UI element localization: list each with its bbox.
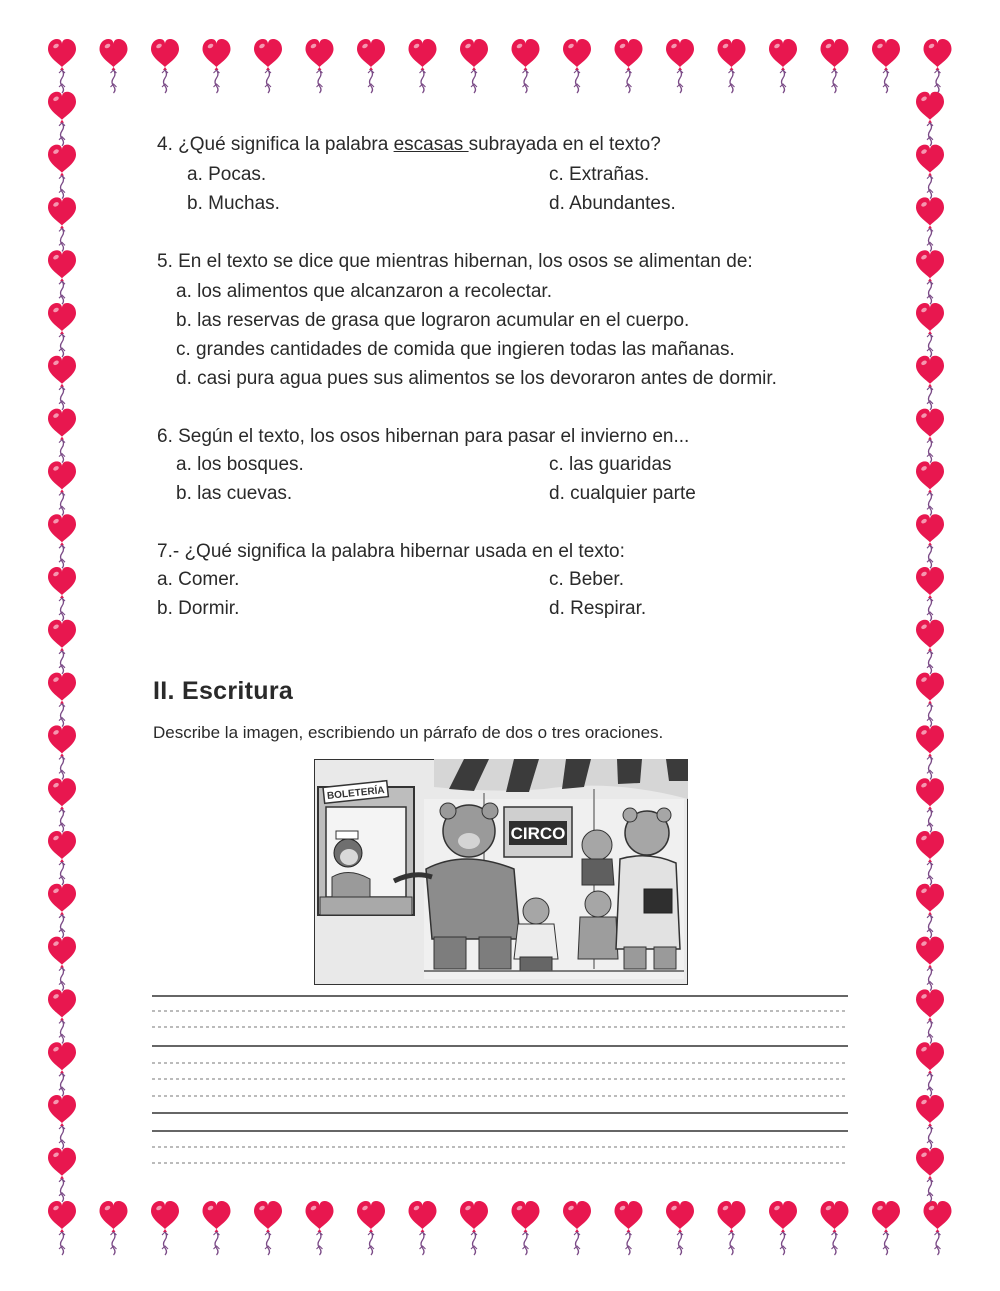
heart-balloon-icon [203,39,231,93]
heart-balloon-icon [769,1201,797,1255]
heart-balloon-icon [718,1201,746,1255]
underlined-word: escasas [393,134,469,155]
writing-lines[interactable] [152,995,848,1165]
question-6-option-d[interactable]: d. cualquier parte [549,483,696,504]
question-6-option-b[interactable]: b. las cuevas. [176,483,293,504]
heart-balloon-icon [48,197,76,251]
heart-balloon-icon [203,1201,231,1255]
question-4-prompt: 4. ¿Qué significa la palabra escasas subrayada en el texto? [157,134,661,155]
question-4-option-b[interactable]: b. Muchas. [187,193,280,214]
heart-balloon-icon [254,1201,282,1255]
heart-balloon-icon [306,39,334,93]
question-7-option-c[interactable]: c. Beber. [549,569,624,590]
heart-balloon-icon [409,39,437,93]
heart-balloon-icon [916,937,944,991]
heart-balloon-icon [512,1201,540,1255]
heart-balloon-icon [916,197,944,251]
heart-balloon-icon [151,1201,179,1255]
heart-balloon-icon [718,39,746,93]
heart-balloon-icon [151,39,179,93]
heart-balloon-icon [357,1201,385,1255]
heart-balloon-icon [48,1201,76,1255]
heart-balloon-icon [916,303,944,357]
heart-balloon-icon [916,831,944,885]
heart-balloon-icon [916,567,944,621]
heart-balloon-icon [821,1201,849,1255]
heart-balloon-icon [48,673,76,727]
heart-balloon-icon [48,514,76,568]
heart-balloon-icon [916,409,944,463]
question-6-option-c[interactable]: c. las guaridas [549,454,672,475]
heart-balloon-icon [563,1201,591,1255]
heart-balloon-icon [306,1201,334,1255]
heart-balloon-icon [48,1042,76,1096]
heart-balloon-icon [48,620,76,674]
heart-balloon-icon [357,39,385,93]
heart-balloon-icon [48,937,76,991]
heart-balloon-icon [916,884,944,938]
heart-balloon-icon [916,145,944,199]
booth-sign-text: BOLETERÍA [326,785,386,802]
question-6-prompt: 6. Según el texto, los osos hibernan para pasar el invierno en... [157,426,690,447]
heart-balloon-icon [48,1148,76,1202]
heart-balloon-icon [916,1148,944,1202]
circus-sign-text: CIRCO [510,824,566,843]
question-6-option-a[interactable]: a. los bosques. [176,454,304,475]
question-7-prompt: 7.- ¿Qué significa la palabra hibernar usada en el texto: [157,541,625,562]
question-5-option-b[interactable]: b. las reservas de grasa que lograron acumular en el cuerpo. [176,310,690,331]
question-5-option-a[interactable]: a. los alimentos que alcanzaron a recolectar. [176,281,552,302]
heart-balloon-icon [48,831,76,885]
question-4-option-d[interactable]: d. Abundantes. [549,193,676,214]
heart-balloon-icon [924,39,952,93]
heart-balloon-icon [615,39,643,93]
heart-balloon-icon [872,1201,900,1255]
heart-balloon-icon [916,92,944,146]
section-title: II. Escritura [153,677,294,705]
heart-balloon-icon [916,356,944,410]
heart-balloon-icon [666,39,694,93]
heart-balloon-icon [615,1201,643,1255]
heart-balloon-icon [48,303,76,357]
heart-balloon-icon [916,673,944,727]
heart-balloon-icon [916,250,944,304]
heart-balloon-icon [254,39,282,93]
heart-balloon-icon [48,725,76,779]
heart-balloon-icon [48,409,76,463]
heart-balloon-icon [924,1201,952,1255]
heart-balloon-icon [100,39,128,93]
heart-balloon-icon [100,1201,128,1255]
heart-balloon-icon [48,92,76,146]
heart-balloon-icon [916,620,944,674]
heart-balloon-icon [916,514,944,568]
heart-balloon-icon [460,39,488,93]
heart-balloon-icon [916,989,944,1043]
heart-balloon-icon [916,461,944,515]
heart-balloon-icon [769,39,797,93]
question-7-option-a[interactable]: a. Comer. [157,569,240,590]
heart-balloon-icon [48,778,76,832]
question-7-option-d[interactable]: d. Respirar. [549,598,647,619]
heart-balloon-icon [48,145,76,199]
heart-balloon-icon [916,1042,944,1096]
question-5-prompt: 5. En el texto se dice que mientras hibernan, los osos se alimentan de: [157,251,753,272]
heart-balloon-icon [563,39,591,93]
heart-balloon-icon [872,39,900,93]
circus-bears-illustration [314,759,688,985]
question-4-option-a[interactable]: a. Pocas. [187,164,267,185]
heart-balloon-icon [821,39,849,93]
heart-balloon-icon [48,1095,76,1149]
heart-balloon-icon [48,567,76,621]
question-7-option-b[interactable]: b. Dormir. [157,598,240,619]
heart-balloon-icon [48,250,76,304]
heart-balloon-icon [48,356,76,410]
heart-balloon-icon [460,1201,488,1255]
heart-balloon-icon [916,725,944,779]
heart-balloon-icon [409,1201,437,1255]
heart-balloon-icon [512,39,540,93]
heart-balloon-icon [48,39,76,93]
writing-instruction: Describe la imagen, escribiendo un párrafo de dos o tres oraciones. [153,723,664,742]
heart-balloon-icon [48,461,76,515]
heart-balloon-icon [48,884,76,938]
question-4-option-c[interactable]: c. Extrañas. [549,164,650,185]
question-5-option-c[interactable]: c. grandes cantidades de comida que ingieren todas las mañanas. [176,339,735,360]
heart-balloon-icon [48,989,76,1043]
heart-balloon-icon [666,1201,694,1255]
question-5-option-d[interactable]: d. casi pura agua pues sus alimentos se los devoraron antes de dormir. [176,368,777,389]
heart-balloon-icon [916,778,944,832]
heart-balloon-icon [916,1095,944,1149]
